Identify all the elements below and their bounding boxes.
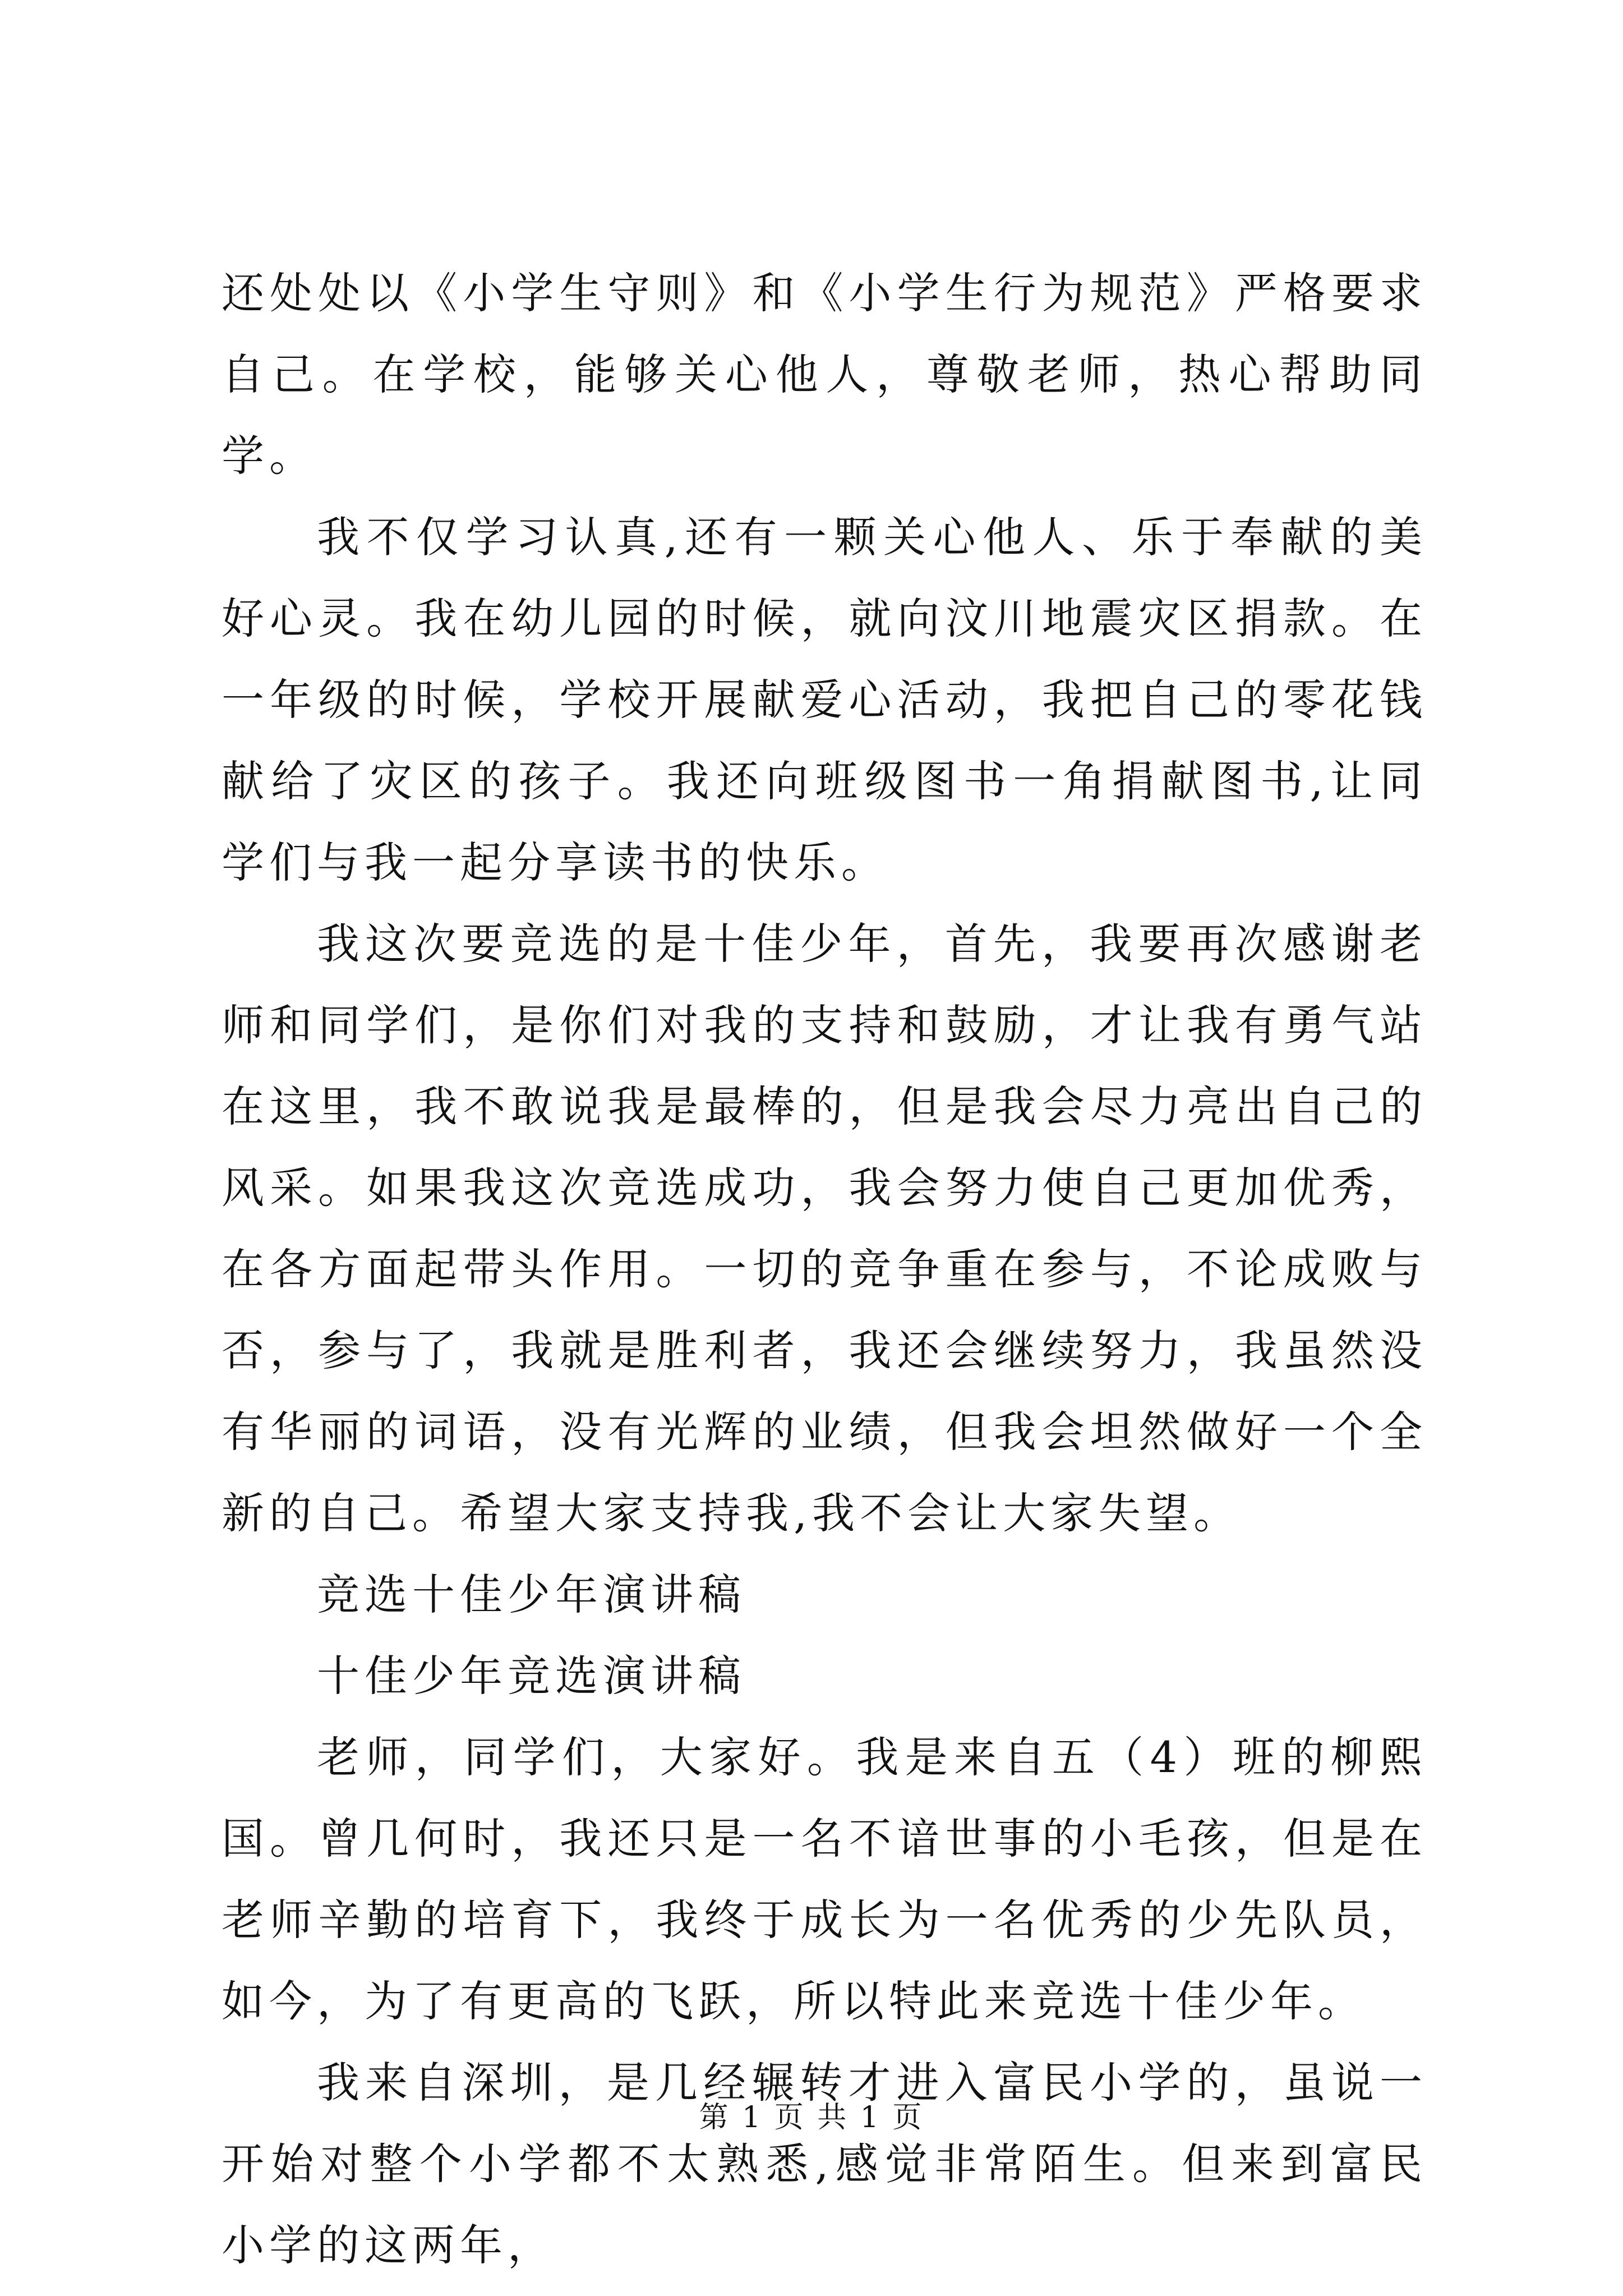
paragraph-origin: 我来自深圳，是几经辗转才进入富民小学的，虽说一开始对整个小学都不太熟悉,感觉非常陌生。但来到富民小学的这两年，	[222, 2058, 1427, 2270]
heading-title-1: 竞选十佳少年演讲稿	[317, 1570, 746, 1619]
document-body	[222, 252, 1427, 2286]
heading-title-2: 十佳少年竞选演讲稿	[317, 1651, 746, 1701]
paragraph-campaign: 我这次要竞选的是十佳少年，首先，我要再次感谢老师和同学们，是你们对我的支持和鼓励，才让我有勇气站在这里，我不敢说我是最棒的，但是我会尽力亮出自己的风采。如果我这次竞选成功，我会努力使自己更加优秀，在各方面起带头作用。一切的竞争重在参与，不论成败与否，参与了，我就是胜利者，我还会继续努力，我虽然没有华丽的词语，没有光辉的业绩，但我会坦然做好一个全新的自己。希望大家支持我,我不会让大家失望。	[222, 919, 1427, 1538]
page-footer: 第 1 页 共 1 页	[699, 2101, 924, 2134]
paragraph-dedication: 我不仅学习认真,还有一颗关心他人、乐于奉献的美好心灵。我在幼儿园的时候，就向汶川地震灾区捐款。在一年级的时候，学校开展献爱心活动，我把自己的零花钱献给了灾区的孩子。我还向班级图书一角捐献图书,让同学们与我一起分享读书的快乐。	[222, 512, 1427, 887]
paragraph-continued: 还处处以《小学生守则》和《小学生行为规范》严格要求自己。在学校，能够关心他人，尊敬老师，热心帮助同学。	[222, 268, 1427, 481]
paragraph-greeting: 老师，同学们，大家好。我是来自五（4）班的柳熙国。曾几何时，我还只是一名不谙世事的小毛孩，但是在老师辛勤的培育下，我终于成长为一名优秀的少先队员，如今，为了有更高的飞跃，所以特此来竞选十佳少年。	[222, 1732, 1427, 2026]
